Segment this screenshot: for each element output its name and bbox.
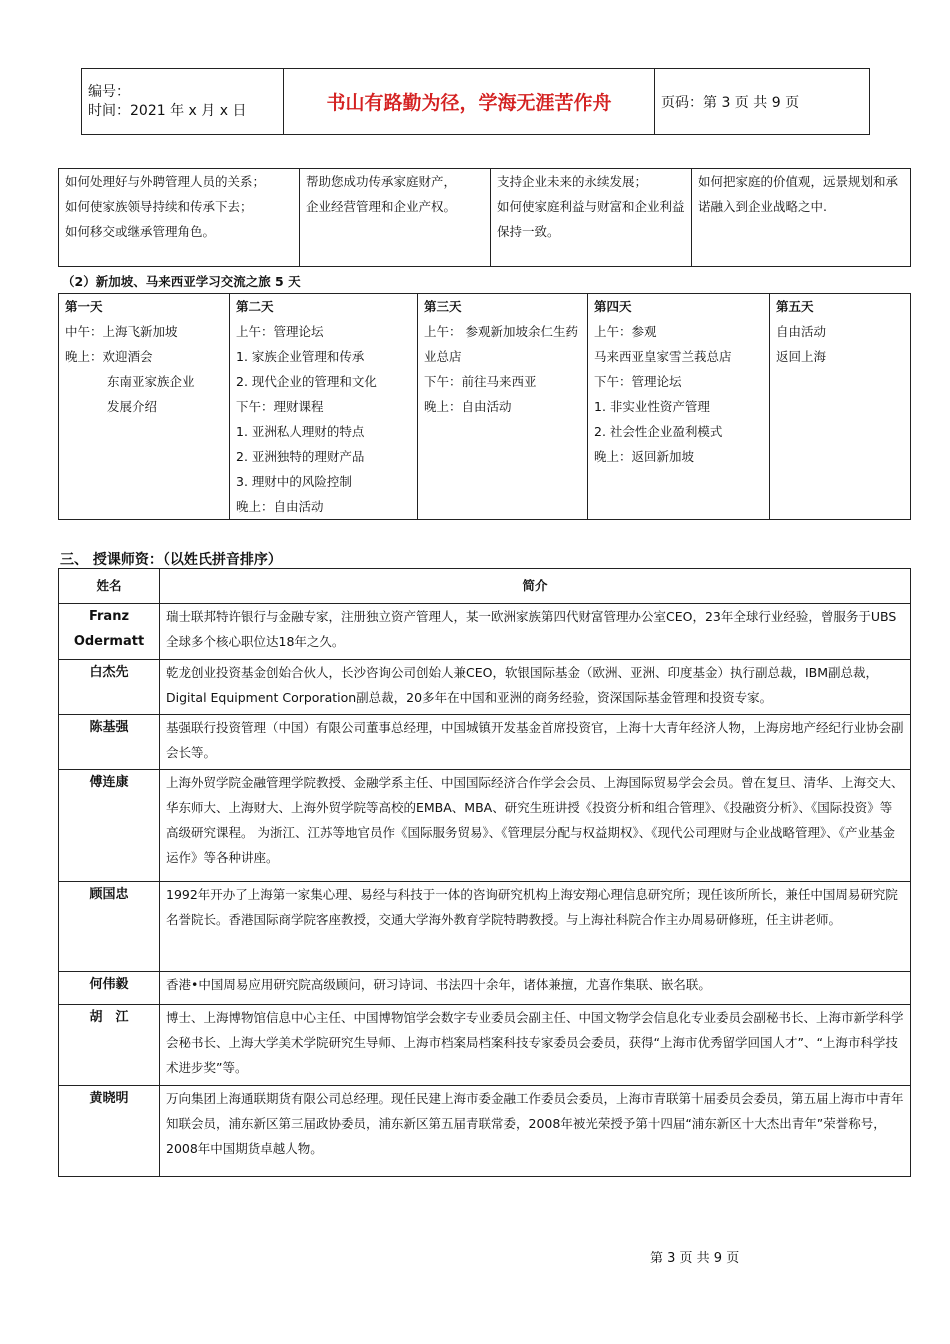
day-1-cell	[59, 294, 230, 520]
topic-line: 如何使家族领导持续和传承下去；	[65, 199, 253, 214]
day-line: 自由活动	[776, 324, 827, 339]
table-row	[59, 1005, 911, 1086]
teacher-intro: 基强联行投资管理（中国）有限公司董事总经理，中国城镇开发基金首席投资官，上海十大青年经济人物，上海房地产经纪行业协会副会长等。	[160, 715, 911, 770]
day-line: 中午：上海飞新加坡	[65, 324, 178, 339]
day-line: 发展介绍	[107, 399, 158, 414]
teachers-table	[58, 568, 911, 1177]
teacher-name: 顾国忠	[59, 882, 160, 972]
table-row	[59, 882, 911, 972]
day-line: 返回上海	[776, 349, 827, 364]
table-row	[59, 604, 911, 660]
day-line: 1. 亚洲私人理财的特点	[236, 424, 365, 439]
topic-line: 帮助您成功传承家庭财产，	[306, 174, 457, 189]
day-title: 第一天	[65, 299, 103, 314]
day-line: 下午：理财课程	[236, 399, 324, 414]
day-line: 晚上：自由活动	[424, 399, 512, 414]
teacher-intro: 1992年开办了上海第一家集心理、易经与科技于一体的咨询研究机构上海安翔心理信息研究所；现任该所所长，兼任中国周易研究院名誉院长。香港国际商学院客座教授，交通大学海外教育学院特聘教授。与上海社科院合作主办周易研修班，任主讲老师。	[160, 882, 911, 972]
day-line: 晚上：返回新加坡	[594, 449, 695, 464]
day-line: 1. 家族企业管理和传承	[236, 349, 365, 364]
teacher-name: 胡 江	[59, 1005, 160, 1086]
teacher-name: 傅连康	[59, 770, 160, 882]
day-4-cell	[588, 294, 770, 520]
trip-schedule-table	[58, 293, 911, 520]
teacher-intro: 上海外贸学院金融管理学院教授、金融学系主任、中国国际经济合作学会会员、上海国际贸易学会会员。曾在复旦、清华、上海交大、华东师大、上海财大、上海外贸学院等高校的EMBA、MBA、研究生班讲授《投资分析和组合管理》、《投融资分析》、《国际投资》等高级研究课程。 为浙江、江苏等地官员作《国际服务贸易》、《管理层分配与权益期权》、《现代公司理财与企业战略管理》、《产业基金运作》等各种讲座。	[160, 770, 911, 882]
topic-cell-3	[491, 169, 692, 267]
topic-line: 支持企业未来的永续发展；	[497, 174, 648, 189]
teacher-name: 陈基强	[59, 715, 160, 770]
teacher-name: 白杰先	[59, 660, 160, 715]
topic-cell-4	[692, 169, 911, 267]
topic-cell-1	[59, 169, 300, 267]
day-line: 马来西亚皇家雪兰莪总店	[594, 349, 732, 364]
day-line: 上午： 参观新加坡余仁生药业总店	[424, 324, 578, 364]
day-line: 2. 亚洲独特的理财产品	[236, 449, 365, 464]
day-2-cell	[230, 294, 418, 520]
table-row	[59, 1086, 911, 1177]
day-title: 第三天	[424, 299, 462, 314]
day-line: 上午：参观	[594, 324, 657, 339]
time-label: 时间：2021 年 x 月 x 日	[88, 102, 247, 119]
column-header-name: 姓名	[59, 569, 160, 604]
header-meta	[82, 69, 284, 135]
teacher-intro: 瑞士联邦特许银行与金融专家，注册独立资产管理人，某一欧洲家族第四代财富管理办公室CEO，23年全球行业经验，曾服务于UBS全球多个核心职位达18年之久。	[160, 604, 911, 660]
day-line: 1. 非实业性资产管理	[594, 399, 710, 414]
table-row	[59, 715, 911, 770]
day-3-cell	[418, 294, 588, 520]
teacher-name: 黄晓明	[59, 1086, 160, 1177]
topic-cell-2	[300, 169, 491, 267]
topic-line: 如何处理好与外聘管理人员的关系；	[65, 174, 266, 189]
teacher-intro: 万向集团上海通联期货有限公司总经理。现任民建上海市委金融工作委员会委员，上海市青联第十届委员会委员，第五届上海市中青年知联会员，浦东新区第三届政协委员，浦东新区第五届青联常委，2008年被光荣授予第十四届“浦东新区十大杰出青年”荣誉称号，2008年中国期货卓越人物。	[160, 1086, 911, 1177]
teacher-name: 何伟毅	[59, 972, 160, 1005]
day-line: 晚上：自由活动	[236, 499, 324, 514]
day-title: 第四天	[594, 299, 632, 314]
teacher-name: Franz Odermatt	[59, 604, 160, 660]
table-row	[59, 770, 911, 882]
topic-line: 如何移交或继承管理角色。	[65, 224, 216, 239]
day-line: 东南亚家族企业	[107, 374, 195, 389]
page-footer: 第 3 页 共 9 页	[650, 1251, 740, 1266]
topic-line: 如何把家庭的价值观，远景规划和承诺融入到企业战略之中.	[698, 174, 899, 214]
teacher-intro: 香港•中国周易应用研究院高级顾问，研习诗词、书法四十余年，诸体兼擅，尤喜作集联、嵌名联。	[160, 972, 911, 1005]
day-line: 上午：管理论坛	[236, 324, 324, 339]
header-page-label: 页码：第 3 页 共 9 页	[661, 94, 800, 111]
day-line: 2. 社会性企业盈利模式	[594, 424, 723, 439]
number-label: 编号：	[88, 83, 130, 100]
section-3-title: 三、 授课师资：（以姓氏拼音排序）	[60, 552, 282, 568]
day-line: 下午：管理论坛	[594, 374, 682, 389]
day-5-cell	[770, 294, 911, 520]
topic-line: 企业经营管理和企业产权。	[306, 199, 457, 214]
day-title: 第五天	[776, 299, 814, 314]
day-title: 第二天	[236, 299, 274, 314]
column-header-intro: 简介	[160, 569, 911, 604]
teacher-intro: 乾龙创业投资基金创始合伙人，长沙咨询公司创始人兼CEO，软银国际基金（欧洲、亚洲、印度基金）执行副总裁，IBM副总裁，Digital Equipment Corporation副总裁，20多年在中国和亚洲的商务经验，资深国际基金管理和投资专家。	[160, 660, 911, 715]
trip-title: （2）新加坡、马来西亚学习交流之旅 5 天	[62, 274, 301, 289]
table-row	[59, 660, 911, 715]
header-motto: 书山有路勤为径，学海无涯苦作舟	[284, 69, 655, 135]
table-row	[59, 972, 911, 1005]
day-line: 下午：前往马来西亚	[424, 374, 537, 389]
topic-line: 如何使家庭利益与财富和企业利益保持一致。	[497, 199, 685, 239]
day-line: 2. 现代企业的管理和文化	[236, 374, 377, 389]
page-header	[81, 68, 870, 135]
teacher-intro: 博士、上海博物馆信息中心主任、中国博物馆学会数字专业委员会副主任、中国文物学会信息化专业委员会副秘书长、上海市新学科学会秘书长、上海大学美术学院研究生导师、上海市档案局档案科技专家委员会委员，获得“上海市优秀留学回国人才”、“上海市科学技术进步奖”等。	[160, 1005, 911, 1086]
topic-table	[58, 168, 911, 267]
day-line: 晚上：欢迎酒会	[65, 349, 153, 364]
day-line: 3. 理财中的风险控制	[236, 474, 352, 489]
